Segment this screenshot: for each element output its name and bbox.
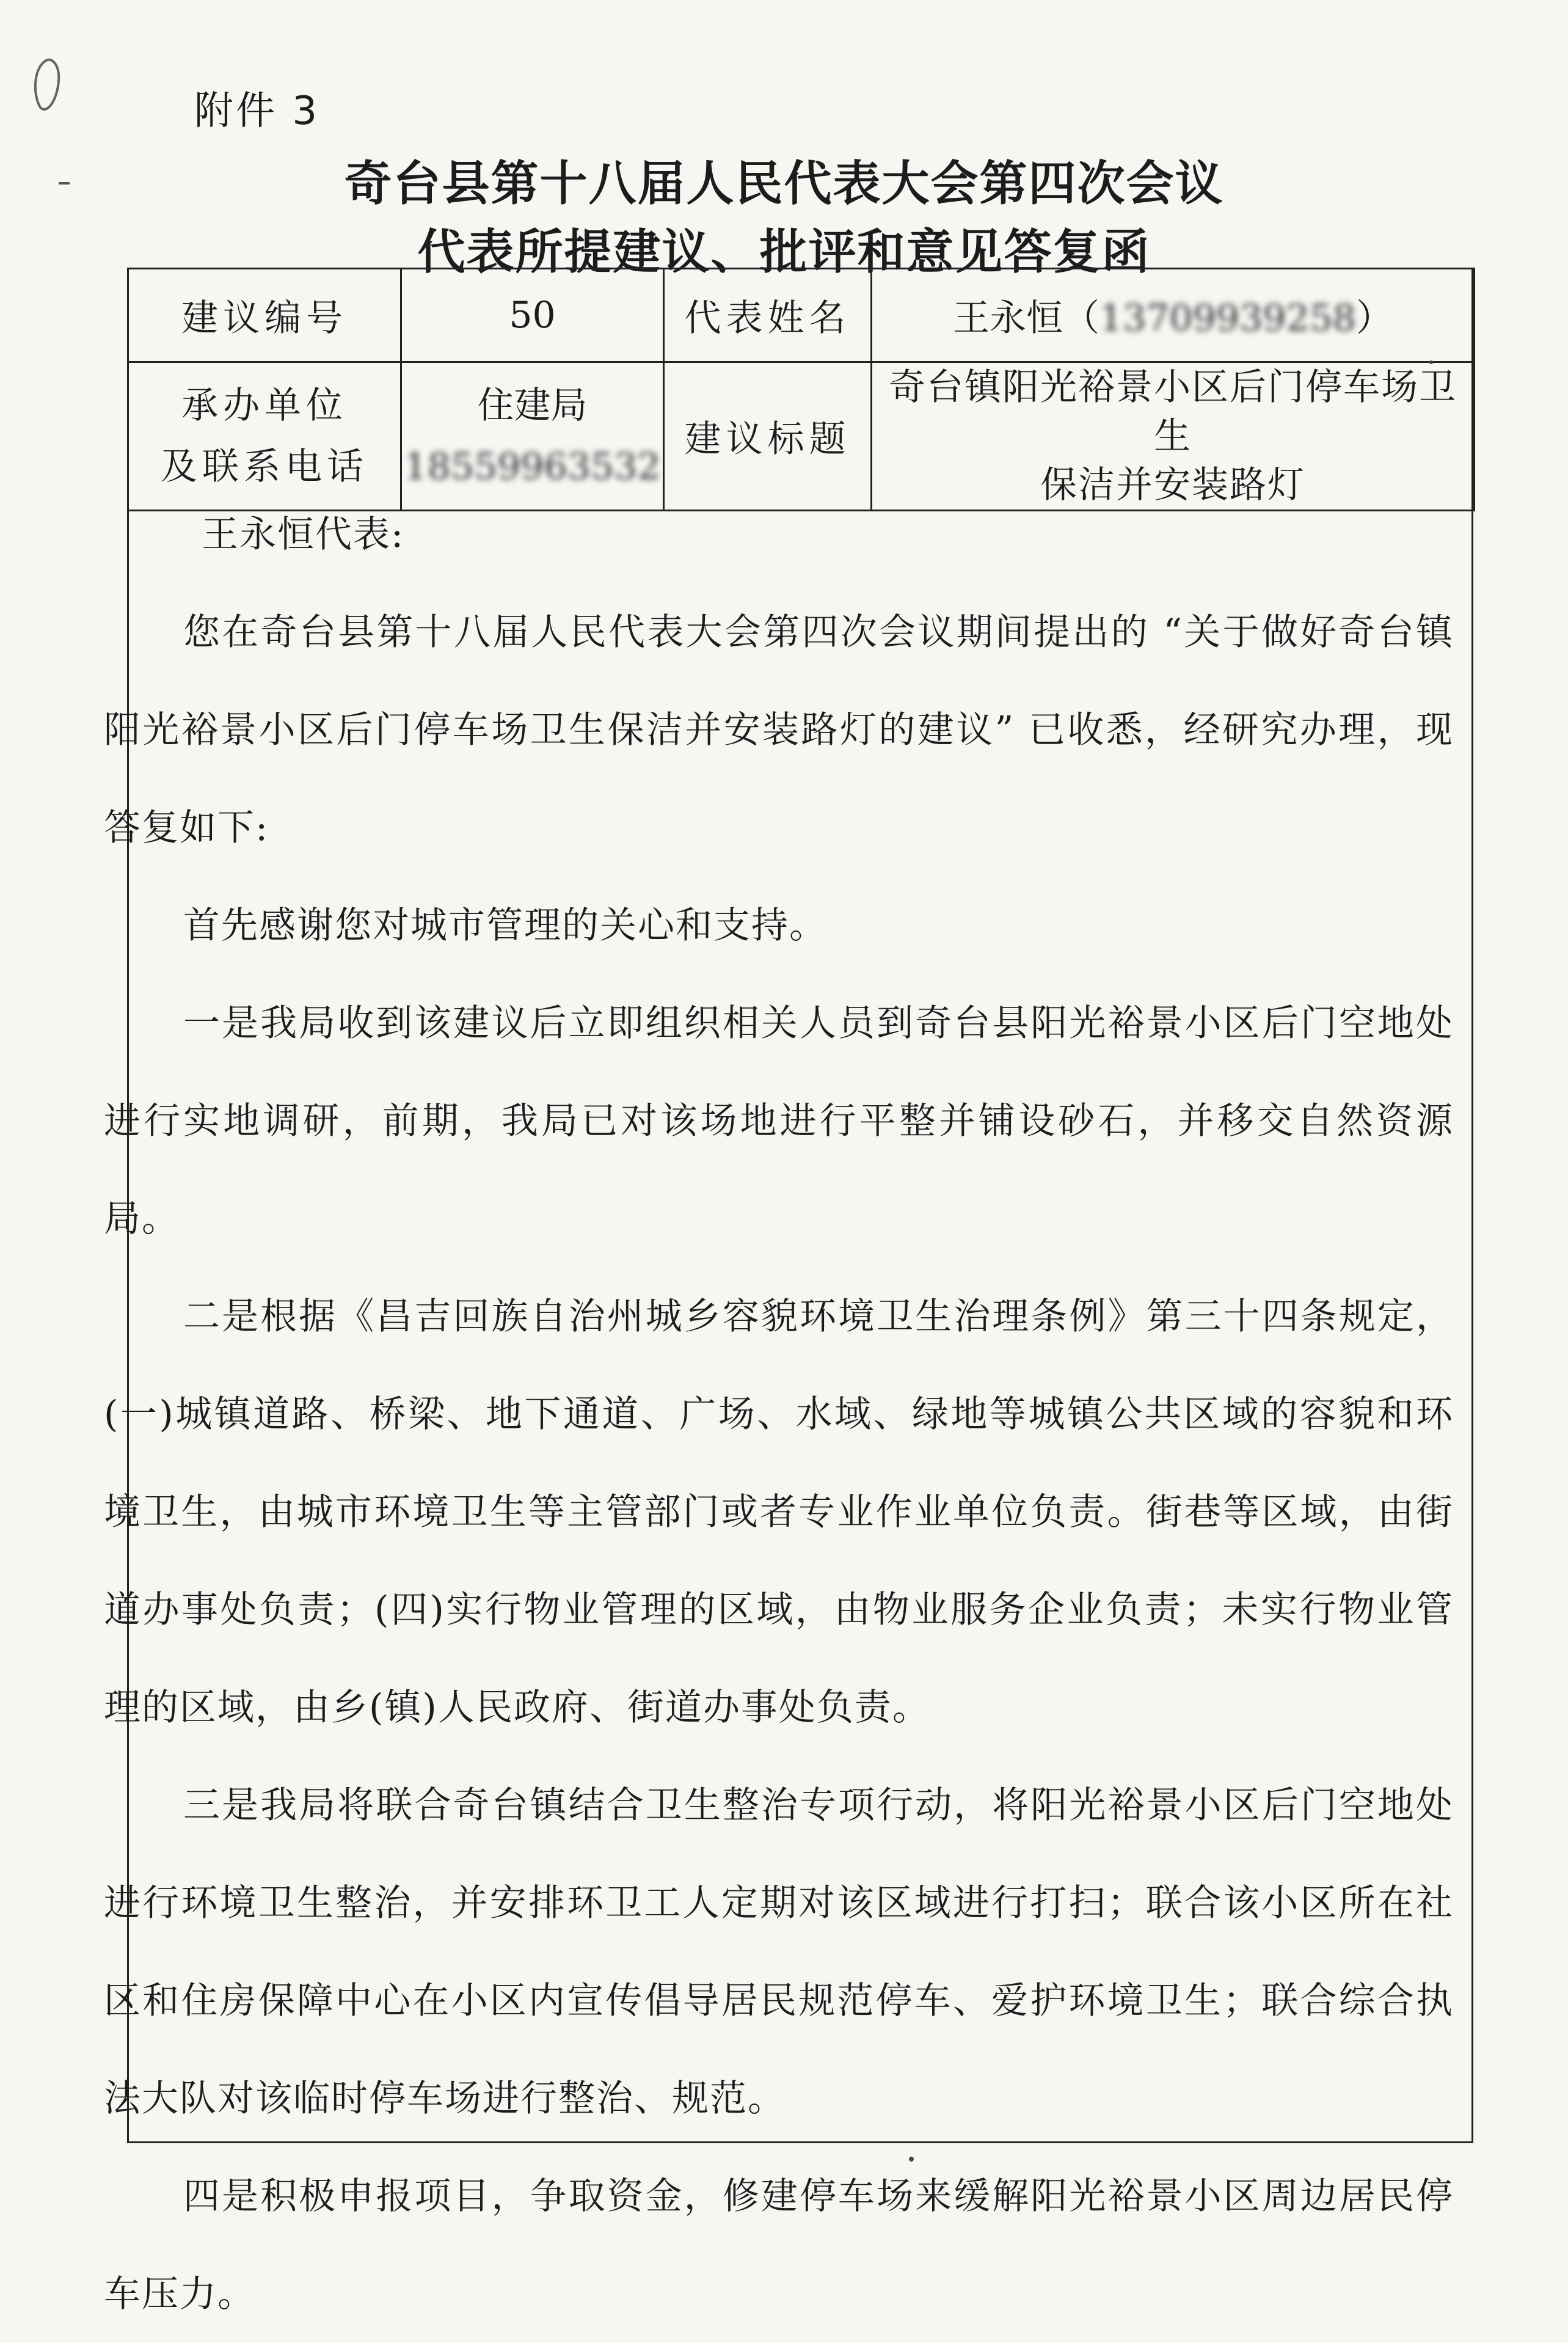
scan-speck: [1429, 360, 1433, 364]
rep-name-close: ）: [1355, 297, 1393, 340]
topic-line-1: 奇台镇阳光裕景小区后门停车场卫生: [889, 366, 1457, 458]
title-line-2: 代表所提建议、批评和意见答复函: [417, 225, 1151, 280]
unit-label-line-2: 及联系电话: [161, 445, 368, 488]
letter-paragraph: 一是我局收到该建议后立即组织相关人员到奇台县阳光裕景小区后门空地处进行实地调研，前期，我局已对该场地进行平整并铺设砂石，并移交自然资源局。: [104, 1002, 1454, 1240]
rep-name-cell: [872, 269, 1475, 362]
letter-paragraph: 首先感谢您对城市管理的关心和支持。: [183, 904, 827, 947]
letter-paragraph: 三是我局将联合奇台镇结合卫生整治专项行动，将阳光裕景小区后门空地处进行环境卫生整治，并安排环卫工人定期对该区域进行打扫；联合该小区所在社区和住房保障中心在小区内宣传倡导居民规范停车、爱护环境卫生；联合综合执法大队对该临时停车场进行整治、规范。: [104, 1784, 1454, 2120]
letter-paragraph: 您在奇台县第十八届人民代表大会第四次会议期间提出的 “关于做好奇台镇阳光裕景小区后门停车场卫生保洁并安装路灯的建议” 已收悉，经研究办理，现答复如下:: [104, 611, 1454, 849]
rep-name: 王永恒（: [953, 297, 1100, 340]
topic-label: 建议标题: [664, 362, 872, 511]
letter-body: [104, 486, 1454, 2343]
letter-paragraph: 二是根据《昌吉回族自治州城乡容貌环境卫生治理条例》第三十四条规定，(一)城镇道路、桥梁、地下通道、广场、水域、绿地等城镇公共区域的容貌和环境卫生，由城市环境卫生等主管部门或者专业作业单位负责。街巷等区域，由街道办事处负责；(四)实行物业管理的区域，由物业服务企业负责；未实行物业管理的区域，由乡(镇)人民政府、街道办事处负责。: [104, 1295, 1454, 1729]
unit-name: 住建局: [477, 384, 588, 427]
suggestion-no: 50: [401, 269, 664, 362]
rep-name-label: 代表姓名: [664, 269, 872, 362]
info-row-1: [128, 269, 1475, 362]
unit-phone-redacted: 18559963532: [404, 445, 661, 488]
title-line-1: 奇台县第十八届人民代表大会第四次会议: [344, 156, 1224, 211]
topic-line-2: 保洁并安装路灯: [1040, 464, 1305, 506]
rep-phone-redacted: 13709939258: [1099, 297, 1356, 340]
scan-speck: [909, 2157, 914, 2162]
salutation: 王永恒代表:: [202, 513, 405, 556]
suggestion-no-label: 建议编号: [128, 269, 401, 362]
unit-label-line-1: 承办单位: [181, 384, 348, 427]
letter-paragraph: 四是积极申报项目，争取资金，修建停车场来缓解阳光裕景小区周边居民停车压力。: [104, 2175, 1454, 2316]
info-table: [127, 268, 1475, 511]
handwritten-circle-mark: [29, 56, 64, 112]
attachment-label: 附件 3: [194, 89, 320, 134]
